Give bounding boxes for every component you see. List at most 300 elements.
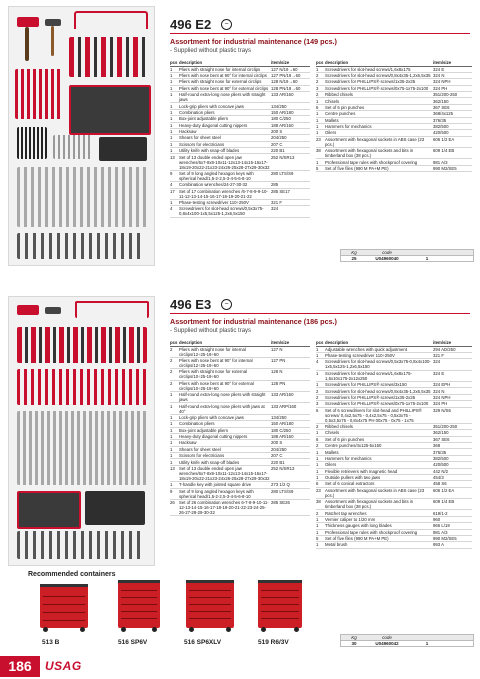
container-516sp6xlv-image bbox=[186, 580, 234, 628]
hacksaw-image bbox=[74, 11, 148, 29]
description-cell: Chisels bbox=[325, 430, 433, 436]
pcs-cell: 13 bbox=[170, 154, 179, 170]
description-cell: Mallets bbox=[325, 449, 433, 455]
pcs-cell: 1 bbox=[170, 199, 179, 205]
item-size-cell: 204/250 bbox=[271, 135, 310, 141]
pcs-cell: 1 bbox=[170, 116, 179, 122]
pcs-cell: 1 bbox=[316, 523, 325, 529]
table-row bbox=[316, 346, 472, 352]
description-cell: Set of 6 pin punches bbox=[325, 104, 433, 110]
item-size-cell: 606 1/2 EA bbox=[433, 136, 472, 147]
container-519r63v-image bbox=[258, 580, 302, 628]
pcs-cell: 6 bbox=[316, 436, 325, 442]
item-size-cell: 376/35 bbox=[433, 449, 472, 455]
item-size-header: item/size bbox=[271, 340, 310, 346]
pcs-cell: 1 bbox=[316, 474, 325, 480]
pcs-cell: 2 bbox=[316, 443, 325, 449]
description-header: description bbox=[325, 340, 433, 346]
item-size-cell: 329 N/S6 bbox=[433, 407, 472, 423]
description-cell: Pliers with straight nose for external circlips/10÷25-19÷60 bbox=[179, 369, 271, 380]
description-cell: Pliers with nose bent at 90° for internal circlips bbox=[179, 72, 271, 78]
pcs-cell: 2 bbox=[316, 394, 325, 400]
item-size-cell: 966 L/19 bbox=[433, 523, 472, 529]
description-cell: Set of 6 pin punches bbox=[325, 436, 433, 442]
description-cell: Half-round extra-long nose pliers with straight jaws bbox=[179, 392, 271, 403]
section1-info-box bbox=[340, 249, 474, 262]
item-size-cell: 324 NPH bbox=[433, 394, 472, 400]
description-cell: Pliers with nose bent at 90° for internal circlips/12÷25-19÷60 bbox=[179, 357, 271, 368]
item-size-cell: 180 C/250 bbox=[271, 427, 310, 433]
pcs-cell: 1 bbox=[316, 66, 325, 72]
screwdriver-set-image bbox=[15, 69, 63, 119]
description-cell: T-handle key with jointed square drive bbox=[179, 482, 271, 488]
section2-info-box bbox=[340, 634, 474, 647]
pcs-cell: 9 bbox=[170, 170, 179, 181]
description-cell: Screwdrivers for slot-head screws/0,8x4x35-1,2x6,5x35 bbox=[325, 72, 433, 78]
item-size-cell: 150 AR/180 bbox=[271, 109, 310, 115]
item-size-cell: 324 E bbox=[433, 370, 472, 381]
section2-table-right bbox=[316, 340, 472, 549]
description-cell: Ribbed chisels bbox=[325, 92, 433, 98]
pcs-cell: 1 bbox=[170, 433, 179, 439]
table-row bbox=[170, 72, 310, 78]
container-label-1: 513 B bbox=[42, 639, 60, 646]
pcs-cell: 1 bbox=[316, 468, 325, 474]
item-size-cell: 127 PN bbox=[271, 357, 310, 368]
containers-title: Recommended containers bbox=[28, 571, 116, 578]
section2-subtitle: - Supplied without plastic trays bbox=[170, 328, 252, 334]
description-header: description bbox=[179, 60, 271, 66]
description-cell: Flexible retrievers with magnetic head bbox=[325, 468, 433, 474]
item-size-cell: 324 PH bbox=[433, 401, 472, 407]
item-size-cell: 351/200-250 bbox=[433, 423, 472, 429]
item-size-cell: 368 bbox=[433, 443, 472, 449]
description-cell: Assortment with hexagonal sockets and bits in timberland box (38 pcs.) bbox=[325, 499, 433, 510]
pcs-cell: 3 bbox=[316, 85, 325, 91]
bit-box-image bbox=[85, 491, 145, 525]
item-size-cell: 324 N bbox=[433, 72, 472, 78]
pcs-cell: 1 bbox=[316, 117, 325, 123]
description-cell: Set of 6 screwdrivers for slot-head and PHILLIPS® screws/ 0,4x2,5x75 - 0,4x2,5x75 - 0,5x3x75 - 0,5x3,5x75 - 0,8x4x75 PH 00x75 - 0x75 - 1x75 bbox=[325, 407, 433, 423]
description-cell: Centre punches/4x125-5x150 bbox=[325, 443, 433, 449]
description-cell: Phase-testing screwdriver 110÷250V bbox=[179, 199, 271, 205]
pcs-header: pcs bbox=[316, 60, 324, 65]
item-size-cell: 324 E bbox=[433, 66, 472, 72]
item-size-cell: 376/35 bbox=[433, 117, 472, 123]
item-size-cell: 134/250 bbox=[271, 414, 310, 420]
item-size-cell: 285 SE17 bbox=[271, 188, 310, 199]
qty-header bbox=[407, 250, 447, 255]
description-cell: Pliers with straight nose for internal circlips bbox=[179, 66, 271, 72]
section1-table-right bbox=[316, 60, 472, 172]
pcs-cell: 2 bbox=[170, 380, 179, 391]
pcs-cell: 1 bbox=[170, 392, 179, 403]
pcs-cell: 2 bbox=[316, 92, 325, 98]
pcs-cell: 2 bbox=[170, 346, 179, 357]
pcs-cell: 1 bbox=[170, 414, 179, 420]
description-cell: Screwdrivers for slot-head screws/1,6x8x175-1,6x10x175-2x12x250 bbox=[325, 370, 433, 381]
description-cell: Oilers bbox=[325, 462, 433, 468]
pcs-cell: 1 bbox=[316, 462, 325, 468]
item-size-cell: 134/250 bbox=[271, 103, 310, 109]
item-size-cell: 273 1/2 Q bbox=[271, 482, 310, 488]
table-row bbox=[170, 66, 310, 72]
table-row bbox=[170, 499, 310, 515]
item-size-cell: 188 AR/160 bbox=[271, 433, 310, 439]
description-cell: Screwdrivers for PHILLIPS® screws/1x35-2x35 bbox=[325, 79, 433, 85]
item-size-cell: 420/500 bbox=[433, 462, 472, 468]
qty-header bbox=[407, 635, 447, 640]
pcs-cell: 23 bbox=[316, 487, 325, 498]
item-size-cell: 285 bbox=[271, 182, 310, 188]
table-row bbox=[316, 370, 472, 381]
description-cell: Half-round extra-long nose pliers with straight jaws bbox=[179, 92, 271, 103]
description-cell: Screwdrivers for slot-head screws/1,6x8x175 bbox=[325, 66, 433, 72]
weight-icon: Kg bbox=[351, 250, 357, 255]
description-cell: Assortment with hexagonal sockets in ABS case (23 pcs.) bbox=[325, 487, 433, 498]
description-cell: Pliers with straight nose for external circlips bbox=[179, 79, 271, 85]
description-cell: Heavy-duty diagonal cutting nippers bbox=[179, 122, 271, 128]
section1-subtitle: - Supplied without plastic trays bbox=[170, 48, 252, 54]
pcs-cell: 26 bbox=[170, 499, 179, 515]
description-cell: Set of 13 double ended open jaw wrenches/6x7-8x9-10x11-12x13-14x15-16x17-18x19-20x22-21x23-24x26-25x28-27x29-30x32 bbox=[179, 154, 270, 170]
description-cell: Set of five files (990 M PA+M PE) bbox=[325, 535, 433, 541]
pcs-cell: 1 bbox=[170, 403, 179, 414]
section2-divider bbox=[170, 313, 470, 314]
pcs-cell: 38 bbox=[316, 148, 325, 159]
screwdriver-set-image bbox=[17, 369, 147, 405]
pcs-cell: 1 bbox=[316, 352, 325, 358]
pcs-header: pcs bbox=[170, 60, 178, 65]
table-row bbox=[316, 165, 472, 171]
description-cell: Screwdrivers for PHILLIPS® screws/3x150 bbox=[325, 382, 433, 388]
pcs-cell: 6 bbox=[316, 104, 325, 110]
table-row bbox=[170, 92, 310, 103]
item-size-header: item/size bbox=[433, 60, 472, 66]
code-header: code bbox=[382, 635, 392, 640]
item-size-cell: 619/1-2 bbox=[433, 510, 472, 516]
pcs-cell: 1 bbox=[170, 440, 179, 446]
description-cell: Hacksaw bbox=[179, 128, 271, 134]
description-cell: Screwdrivers for slot-head screws/0,5x3x75-0,8x4x100-1x5,5x125-1,2x6,5x150 bbox=[325, 359, 433, 370]
item-size-cell: 990 M2/SE5 bbox=[433, 535, 472, 541]
pcs-cell: 1 bbox=[170, 141, 179, 147]
pcs-cell: 1 bbox=[170, 128, 179, 134]
item-size-cell: 609 1/4 EB bbox=[433, 499, 472, 510]
pcs-cell: 1 bbox=[316, 455, 325, 461]
description-cell: Pliers with nose bent at 90° for external circlips bbox=[179, 85, 271, 91]
item-size-cell: 324 bbox=[271, 206, 310, 217]
description-cell: Phase-testing screwdriver 110÷250V bbox=[325, 352, 433, 358]
item-size-cell: 207 C bbox=[271, 141, 310, 147]
item-size-cell: 362/150 bbox=[433, 430, 472, 436]
item-size-cell: 128 N bbox=[271, 369, 310, 380]
description-cell: Set of 17 combination wrenches /6-7-8-9-9-10-11-12-13-14-15-16-17-18-19-20-21-22 bbox=[179, 188, 271, 199]
item-size-cell: 606 1/2 EA bbox=[433, 487, 472, 498]
tool-board-image-1 bbox=[8, 6, 155, 266]
description-cell: Set of 9 long angled hexagon keys with spherical head/1,5-2-2,5-3-4-5-6-8-10 bbox=[179, 488, 271, 499]
item-size-cell: 981 A/3 bbox=[433, 159, 472, 165]
description-cell: Screwdrivers for PHILLIPS® screws/0x75-1x75-2x100 bbox=[325, 401, 433, 407]
pcs-header: pcs bbox=[316, 340, 324, 345]
description-cell: Centre punches bbox=[325, 111, 433, 117]
description-cell: Ratchet tap wrenches bbox=[325, 510, 433, 516]
item-size-cell: 252 N/SR13 bbox=[271, 154, 310, 170]
pcs-cell: 1 bbox=[316, 346, 325, 352]
item-size-cell: 127 N/19→60 bbox=[271, 66, 310, 72]
item-size-cell: 960 bbox=[433, 516, 472, 522]
item-size-cell: 324 PH bbox=[433, 85, 472, 91]
table-row bbox=[316, 499, 472, 510]
item-size-cell: 351/200-250 bbox=[433, 92, 472, 98]
pcs-cell: 3 bbox=[316, 401, 325, 407]
table-row bbox=[316, 382, 472, 388]
item-size-cell: 285 SE26 bbox=[271, 499, 310, 515]
description-cell: Set of 6 conical extractors bbox=[325, 481, 433, 487]
table-row bbox=[170, 79, 310, 85]
section1-divider bbox=[170, 33, 470, 34]
description-cell: Professional tape rules with shockproof covering bbox=[325, 529, 433, 535]
pliers-row-image bbox=[69, 37, 147, 77]
code-header: code bbox=[382, 250, 392, 255]
item-size-cell: 200 S bbox=[271, 128, 310, 134]
description-cell: Lock-grip pliers with concave jaws bbox=[179, 414, 271, 420]
description-cell: Hammers for mechanics bbox=[325, 455, 433, 461]
item-size-cell: 324 NPH bbox=[433, 79, 472, 85]
container-516sp6v-image bbox=[118, 580, 160, 628]
description-cell: Mallets bbox=[325, 117, 433, 123]
item-size-cell: 127 N bbox=[271, 346, 310, 357]
table-row bbox=[170, 465, 310, 481]
item-size-cell: 128 PN bbox=[271, 380, 310, 391]
mallet-image bbox=[17, 17, 39, 27]
code-value: U04960040 bbox=[375, 256, 399, 261]
item-size-cell: 993 A bbox=[433, 542, 472, 548]
pcs-cell: 5 bbox=[316, 165, 325, 171]
table-row bbox=[316, 136, 472, 147]
table-row bbox=[316, 407, 472, 423]
item-size-cell: 128 PN/19→60 bbox=[271, 85, 310, 91]
pcs-cell: 1 bbox=[316, 370, 325, 381]
table-row bbox=[170, 392, 310, 403]
description-cell: Chisels bbox=[325, 98, 433, 104]
socket-case-image bbox=[17, 491, 81, 529]
item-size-cell: 362/150 bbox=[433, 98, 472, 104]
section2-code: 496 E3 bbox=[170, 297, 212, 312]
item-size-cell: 382/500 bbox=[433, 123, 472, 129]
pcs-cell: 1 bbox=[170, 92, 179, 103]
item-size-header: item/size bbox=[433, 340, 472, 346]
item-size-cell: 150 AR/180 bbox=[271, 421, 310, 427]
item-size-cell: 609 1/4 EB bbox=[433, 148, 472, 159]
description-cell: Shears for sheet steel bbox=[179, 135, 271, 141]
item-size-cell: 367 SE6 bbox=[433, 104, 472, 110]
description-cell: Screwdrivers for slot-head screws/0,5x3x75-0,8x4x100-1x5,5x125-1,2x6,5x150 bbox=[179, 206, 271, 217]
tool-board-image-2 bbox=[8, 296, 155, 566]
description-cell: Half-round extra-long nose pliers with jaws at 40° bbox=[179, 403, 271, 414]
description-cell: Outside pullers with two jaws bbox=[325, 474, 433, 480]
brand-logo: USAG bbox=[45, 659, 82, 673]
item-size-cell: 128 N/19→60 bbox=[271, 79, 310, 85]
pcs-cell: 1 bbox=[316, 449, 325, 455]
item-size-cell: 324 bbox=[433, 359, 472, 370]
item-size-cell: 454/3 bbox=[433, 474, 472, 480]
item-size-cell: 220 B1 bbox=[271, 459, 310, 465]
table-row bbox=[170, 206, 310, 217]
pcs-cell: 1 bbox=[170, 109, 179, 115]
section2-title: Assortment for industrial maintenance (186 pcs.) bbox=[170, 317, 337, 326]
item-size-cell: 324 EPH bbox=[433, 382, 472, 388]
item-size-cell: 133 AR/160 bbox=[271, 392, 310, 403]
section1-table-left bbox=[170, 60, 310, 218]
pcs-cell: 2 bbox=[170, 369, 179, 380]
mallet-handle-image bbox=[25, 27, 29, 61]
container-513b-image bbox=[40, 584, 88, 628]
item-size-cell: 420/500 bbox=[433, 130, 472, 136]
table-row bbox=[170, 488, 310, 499]
pcs-cell: 1 bbox=[170, 122, 179, 128]
pliers-row-image bbox=[17, 327, 147, 363]
hex-key-set-image bbox=[17, 127, 47, 159]
table-row bbox=[170, 482, 310, 488]
pin-punch-set-image bbox=[53, 135, 93, 159]
item-size-cell: 207 C bbox=[271, 453, 310, 459]
description-cell: Oilers bbox=[325, 130, 433, 136]
pcs-cell: 1 bbox=[316, 516, 325, 522]
description-cell: Utility knife with snap-off blades bbox=[179, 148, 271, 154]
table-row bbox=[170, 170, 310, 181]
table-row bbox=[170, 357, 310, 368]
pcs-cell: 1 bbox=[316, 159, 325, 165]
pcs-cell: 1 bbox=[170, 459, 179, 465]
pcs-cell: 13 bbox=[170, 465, 179, 481]
description-cell: Pliers with straight nose for internal circlips/12÷25-19÷60 bbox=[179, 346, 271, 357]
table-row bbox=[170, 122, 310, 128]
description-header: description bbox=[179, 340, 271, 346]
section2-table-left bbox=[170, 340, 310, 516]
description-cell: Adjustable wrenches with quick adjustment bbox=[325, 346, 433, 352]
description-cell: Metal brush bbox=[325, 542, 433, 548]
item-size-cell: 324 N bbox=[433, 388, 472, 394]
pcs-cell: 1 bbox=[170, 72, 179, 78]
description-cell: Heavy-duty diagonal cutting nippers bbox=[179, 433, 271, 439]
item-size-cell: 220 B1 bbox=[271, 148, 310, 154]
pcs-cell: 2 bbox=[170, 357, 179, 368]
pcs-cell: 1 bbox=[316, 430, 325, 436]
weight-value: 30 bbox=[351, 641, 357, 646]
pcs-cell: 1 bbox=[170, 135, 179, 141]
qty-value: 1 bbox=[425, 256, 429, 261]
table-row bbox=[316, 542, 472, 548]
description-cell: Professional tape rules with shockproof covering bbox=[325, 159, 433, 165]
description-cell: Set of 9 long angled hexagon keys with spherical head/1,5-2-2,5-3-4-5-6-8-10 bbox=[179, 170, 271, 181]
pcs-cell: 6 bbox=[316, 407, 325, 423]
description-cell: Utility knife with snap-off blades bbox=[179, 459, 271, 465]
qty-value: 1 bbox=[425, 641, 429, 646]
pcs-cell: 1 bbox=[170, 482, 179, 488]
description-cell: Scissors for electricians bbox=[179, 141, 271, 147]
pcs-cell: 1 bbox=[170, 148, 179, 154]
pcs-cell: 1 bbox=[316, 529, 325, 535]
description-cell: Hacksaw bbox=[179, 440, 271, 446]
description-cell: Shears for sheet steel bbox=[179, 446, 271, 452]
item-size-cell: 127 PN/19→60 bbox=[271, 72, 310, 78]
pcs-cell: 1 bbox=[170, 79, 179, 85]
item-size-cell: 252 N/SR13 bbox=[271, 465, 310, 481]
pcs-cell: 1 bbox=[316, 542, 325, 548]
pcs-cell: 2 bbox=[316, 72, 325, 78]
item-size-cell: 990 M2/SE5 bbox=[433, 165, 472, 171]
pcs-cell: 1 bbox=[170, 103, 179, 109]
pcs-cell: 1 bbox=[316, 382, 325, 388]
item-size-cell: 382/500 bbox=[433, 455, 472, 461]
description-cell: Thickness gauges with long blades bbox=[325, 523, 433, 529]
description-cell: Lock-grip pliers with concave jaws bbox=[179, 103, 271, 109]
table-row bbox=[316, 394, 472, 400]
pcs-cell: 17 bbox=[170, 188, 179, 199]
pcs-cell: 23 bbox=[316, 136, 325, 147]
table-row bbox=[316, 359, 472, 370]
pcs-cell: 38 bbox=[316, 499, 325, 510]
description-cell: Set of five files (990 M PA+M PE) bbox=[325, 165, 433, 171]
item-size-cell: 280 LTS/S9 bbox=[271, 488, 310, 499]
pcs-cell: 1 bbox=[316, 130, 325, 136]
pcs-cell: 1 bbox=[170, 421, 179, 427]
description-cell: Box-joint adjustable pliers bbox=[179, 116, 271, 122]
item-size-cell: 204/250 bbox=[271, 446, 310, 452]
table-row bbox=[170, 85, 310, 91]
item-size-cell: 367 SE6 bbox=[433, 436, 472, 442]
hammer-image bbox=[45, 307, 61, 314]
description-cell: Box-joint adjustable pliers bbox=[179, 427, 271, 433]
section1-code: 496 E2 bbox=[170, 17, 212, 32]
wrench-set-image bbox=[17, 411, 147, 485]
container-label-3: 516 SP6XLV bbox=[184, 639, 222, 646]
hammer-image bbox=[45, 19, 61, 26]
weight-icon: Kg bbox=[351, 635, 357, 640]
item-size-cell: 133 ARP/160 bbox=[271, 403, 310, 414]
item-size-cell: 458 S6 bbox=[433, 481, 472, 487]
item-size-cell: 200 S bbox=[271, 440, 310, 446]
container-label-4: 519 R6/3V bbox=[258, 639, 289, 646]
pcs-cell: 1 bbox=[170, 427, 179, 433]
pcs-cell: 1 bbox=[316, 111, 325, 117]
weight-value: 25 bbox=[351, 256, 357, 261]
pcs-cell: 1 bbox=[316, 123, 325, 129]
file-set-image bbox=[17, 531, 145, 559]
container-label-2: 516 SP6V bbox=[118, 639, 148, 646]
hammer-handle-image bbox=[51, 26, 54, 56]
table-row bbox=[316, 148, 472, 159]
section1-title: Assortment for industrial maintenance (149 pcs.) bbox=[170, 37, 337, 46]
table-row bbox=[316, 487, 472, 498]
item-size-cell: 294 AD/250 bbox=[433, 346, 472, 352]
item-size-cell: 180 C/250 bbox=[271, 116, 310, 122]
description-cell: Ribbed chisels bbox=[325, 423, 433, 429]
item-size-cell: 280 LTS/S9 bbox=[271, 170, 310, 181]
table-row bbox=[170, 346, 310, 357]
description-cell: Vernier caliper to 1/20 mm bbox=[325, 516, 433, 522]
bit-box-image bbox=[99, 137, 147, 161]
item-size-header: item/size bbox=[271, 60, 310, 66]
mallet-image bbox=[17, 305, 39, 315]
pcs-cell: 4 bbox=[170, 182, 179, 188]
item-size-cell: 321 F bbox=[271, 199, 310, 205]
description-cell: Set of 13 double ended open jaw wrenches/6x7-8x9-10x11-12x13-14x15-16x17-18x19-20x22-21x23-24x26-25x28-27x29-30x32 bbox=[179, 465, 270, 481]
description-cell: Screwdrivers for PHILLIPS® screws/1x35-2x35 bbox=[325, 394, 433, 400]
description-cell: Screwdrivers for PHILLIPS® screws/0x75-1x75-2x100 bbox=[325, 85, 433, 91]
timer-icon: − bbox=[221, 19, 232, 30]
